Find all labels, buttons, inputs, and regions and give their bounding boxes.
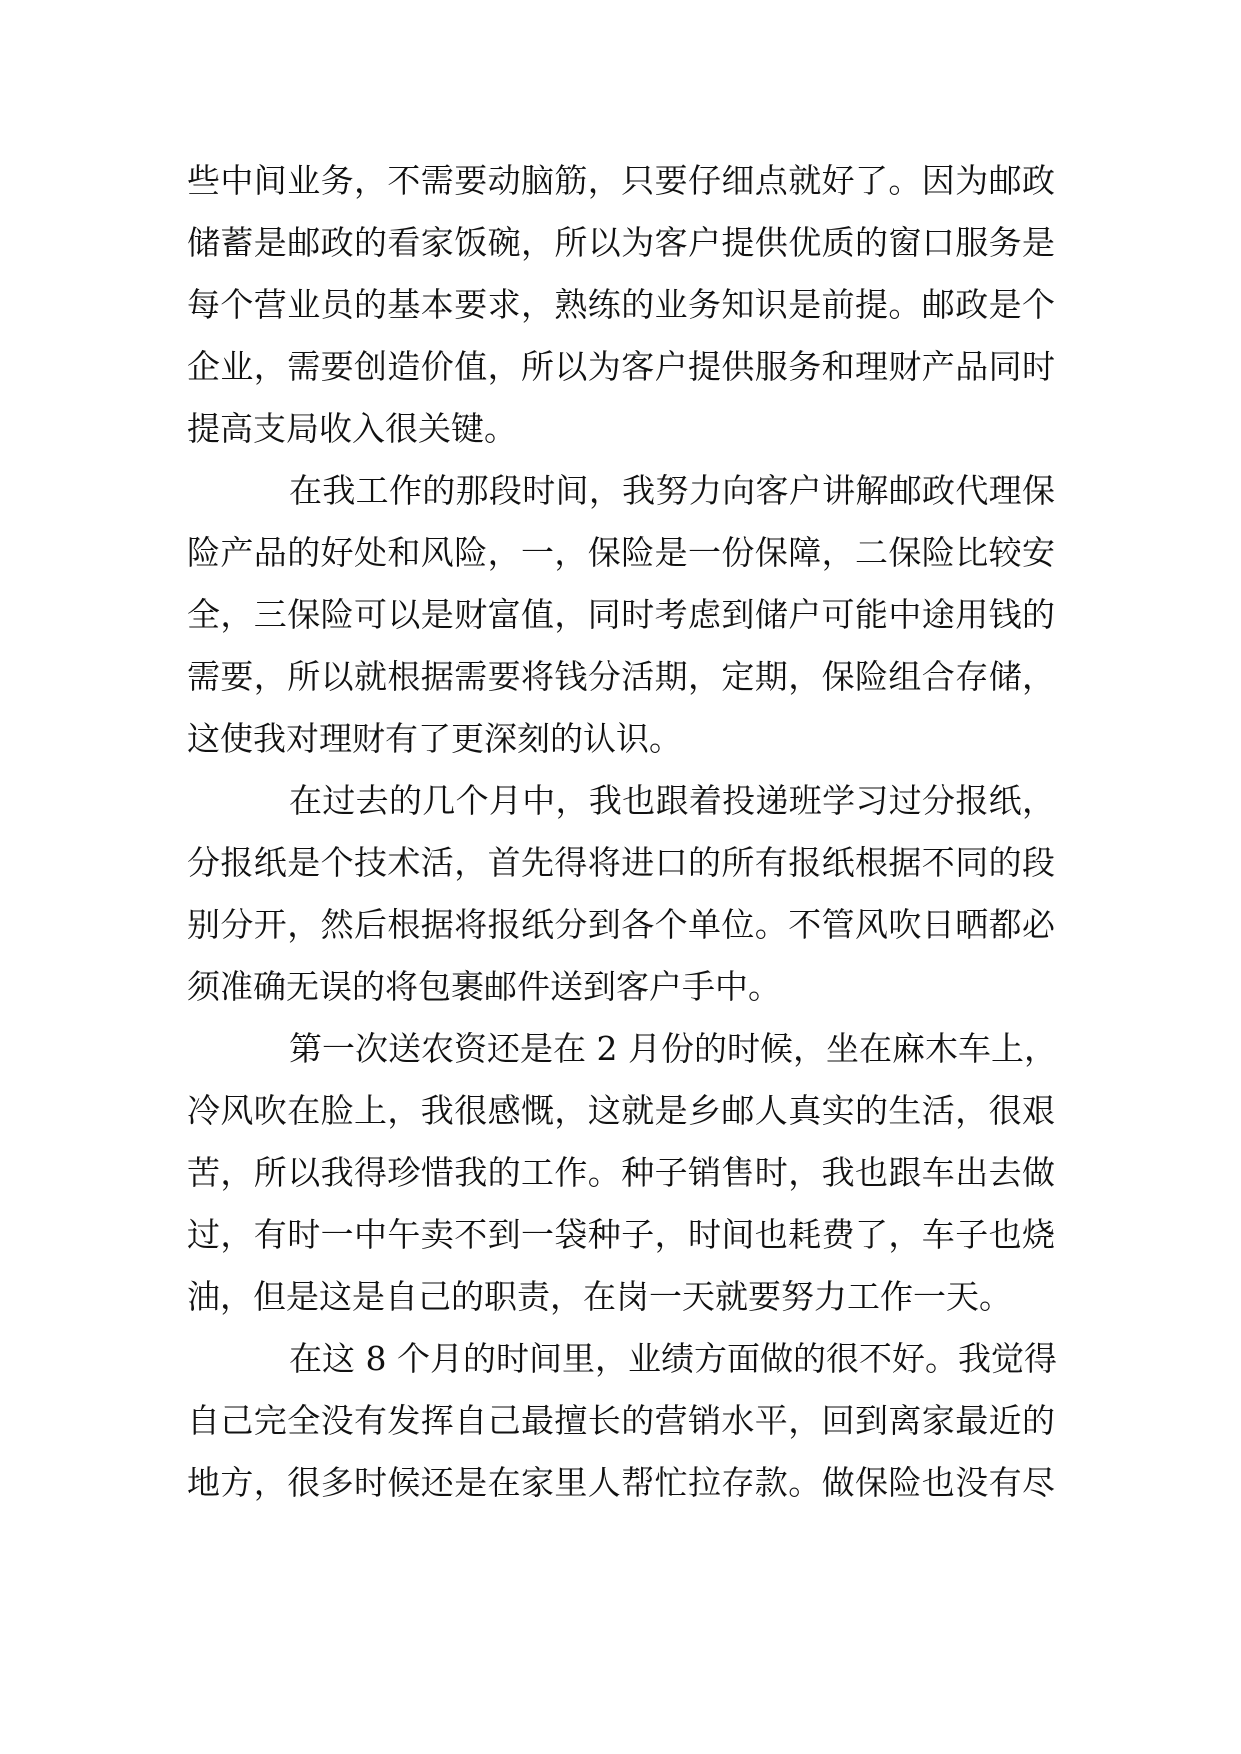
text-line: 别分开，然后根据将报纸分到各个单位。不管风吹日晒都必 bbox=[187, 905, 1055, 944]
text-line: 储蓄是邮政的看家饭碗，所以为客户提供优质的窗口服务是 bbox=[187, 223, 1055, 262]
text-line: 些中间业务，不需要动脑筋，只要仔细点就好了。因为邮政 bbox=[187, 161, 1055, 200]
text-line: 每个营业员的基本要求，熟练的业务知识是前提。邮政是个 bbox=[187, 285, 1055, 324]
text-line: 分报纸是个技术活，首先得将进口的所有报纸根据不同的段 bbox=[187, 843, 1055, 882]
text-line: 险产品的好处和风险，一，保险是一份保障，二保险比较安 bbox=[187, 533, 1055, 572]
text-line: 全，三保险可以是财富值，同时考虑到储户可能中途用钱的 bbox=[187, 595, 1055, 634]
paragraph bbox=[187, 1328, 1055, 1514]
text-line: 提高支局收入很关键。 bbox=[187, 409, 517, 448]
paragraph bbox=[187, 150, 1055, 460]
text-line: 第一次送农资还是在 2 月份的时候，坐在麻木车上， bbox=[289, 1029, 1057, 1068]
text-line: 企业，需要创造价值，所以为客户提供服务和理财产品同时 bbox=[187, 347, 1055, 386]
body-text bbox=[187, 150, 1055, 1514]
text-line: 在过去的几个月中，我也跟着投递班学习过分报纸， bbox=[289, 781, 1055, 820]
text-line: 苦，所以我得珍惜我的工作。种子销售时，我也跟车出去做 bbox=[187, 1153, 1055, 1192]
text-line: 地方，很多时候还是在家里人帮忙拉存款。做保险也没有尽 bbox=[187, 1463, 1055, 1502]
paragraph bbox=[187, 460, 1055, 770]
text-line: 这使我对理财有了更深刻的认识。 bbox=[187, 719, 682, 758]
text-line: 自己完全没有发挥自己最擅长的营销水平，回到离家最近的 bbox=[187, 1401, 1055, 1440]
text-line: 油，但是这是自己的职责，在岗一天就要努力工作一天。 bbox=[187, 1277, 1012, 1316]
paragraph bbox=[187, 1018, 1055, 1328]
paragraph bbox=[187, 770, 1055, 1018]
text-line: 须准确无误的将包裹邮件送到客户手中。 bbox=[187, 967, 781, 1006]
text-line: 在我工作的那段时间，我努力向客户讲解邮政代理保 bbox=[289, 471, 1055, 510]
text-line: 过，有时一中午卖不到一袋种子，时间也耗费了，车子也烧 bbox=[187, 1215, 1055, 1254]
text-line: 在这 8 个月的时间里，业绩方面做的很不好。我觉得 bbox=[289, 1339, 1057, 1378]
text-line: 需要，所以就根据需要将钱分活期，定期，保险组合存储， bbox=[187, 657, 1055, 696]
text-line: 冷风吹在脸上，我很感慨，这就是乡邮人真实的生活，很艰 bbox=[187, 1091, 1055, 1130]
